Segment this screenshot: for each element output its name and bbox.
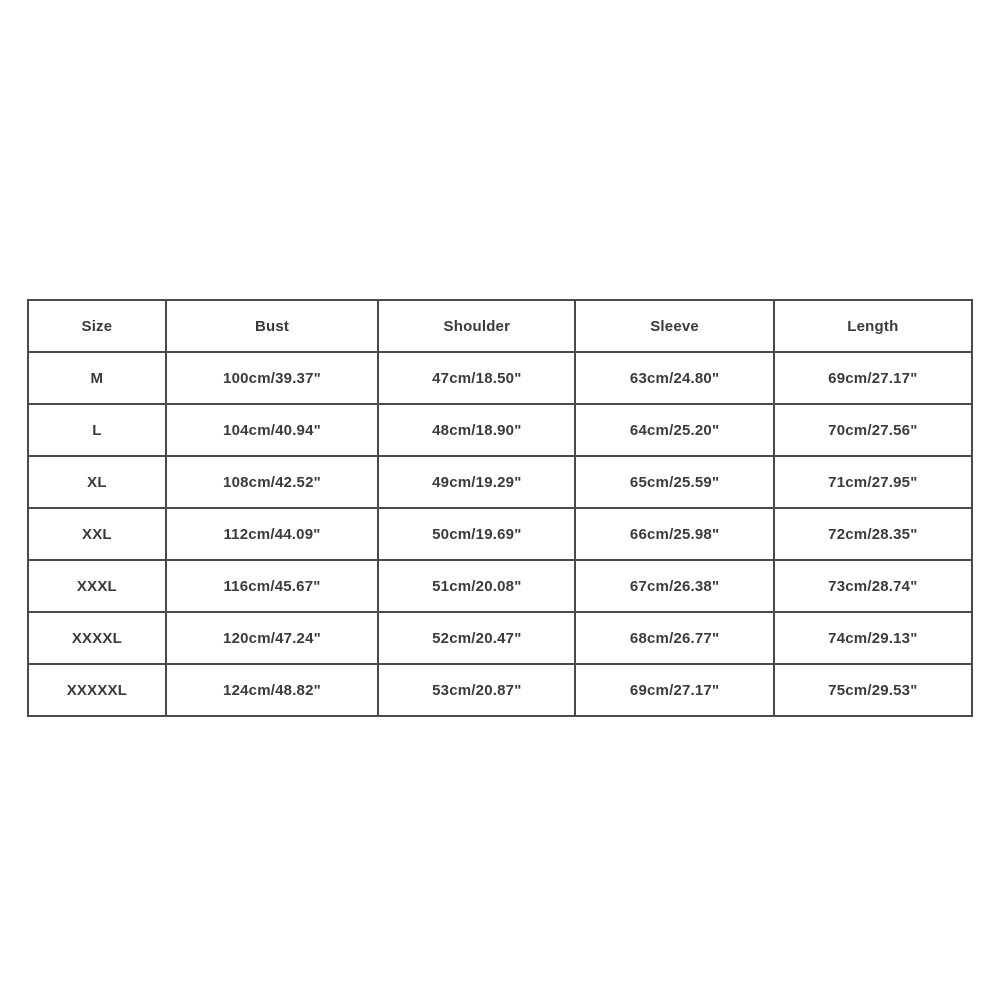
cell-bust: 104cm/40.94": [166, 404, 378, 456]
cell-shoulder: 52cm/20.47": [378, 612, 575, 664]
header-row: [28, 300, 972, 352]
cell-shoulder: 50cm/19.69": [378, 508, 575, 560]
cell-size: XXXXXL: [28, 664, 166, 716]
cell-length: 70cm/27.56": [774, 404, 972, 456]
table-row: [28, 560, 972, 612]
cell-bust: 112cm/44.09": [166, 508, 378, 560]
cell-shoulder: 53cm/20.87": [378, 664, 575, 716]
header-cell-sleeve: Sleeve: [575, 300, 773, 352]
cell-shoulder: 51cm/20.08": [378, 560, 575, 612]
header-cell-length: Length: [774, 300, 972, 352]
header-cell-bust: Bust: [166, 300, 378, 352]
cell-bust: 124cm/48.82": [166, 664, 378, 716]
cell-size: M: [28, 352, 166, 404]
cell-length: 73cm/28.74": [774, 560, 972, 612]
cell-size: XL: [28, 456, 166, 508]
header-cell-size: Size: [28, 300, 166, 352]
table-row: [28, 352, 972, 404]
cell-length: 75cm/29.53": [774, 664, 972, 716]
cell-sleeve: 64cm/25.20": [575, 404, 773, 456]
table-row: [28, 664, 972, 716]
cell-length: 72cm/28.35": [774, 508, 972, 560]
cell-sleeve: 66cm/25.98": [575, 508, 773, 560]
cell-sleeve: 63cm/24.80": [575, 352, 773, 404]
cell-size: XXL: [28, 508, 166, 560]
cell-shoulder: 48cm/18.90": [378, 404, 575, 456]
table-row: [28, 456, 972, 508]
cell-sleeve: 65cm/25.59": [575, 456, 773, 508]
size-chart-table: [27, 299, 973, 717]
cell-length: 69cm/27.17": [774, 352, 972, 404]
table-row: [28, 404, 972, 456]
cell-bust: 100cm/39.37": [166, 352, 378, 404]
table-row: [28, 508, 972, 560]
cell-bust: 108cm/42.52": [166, 456, 378, 508]
cell-length: 74cm/29.13": [774, 612, 972, 664]
cell-sleeve: 67cm/26.38": [575, 560, 773, 612]
cell-size: XXXXL: [28, 612, 166, 664]
cell-sleeve: 68cm/26.77": [575, 612, 773, 664]
cell-sleeve: 69cm/27.17": [575, 664, 773, 716]
cell-bust: 120cm/47.24": [166, 612, 378, 664]
header-cell-shoulder: Shoulder: [378, 300, 575, 352]
table-row: [28, 612, 972, 664]
cell-size: L: [28, 404, 166, 456]
cell-length: 71cm/27.95": [774, 456, 972, 508]
cell-bust: 116cm/45.67": [166, 560, 378, 612]
cell-size: XXXL: [28, 560, 166, 612]
cell-shoulder: 47cm/18.50": [378, 352, 575, 404]
cell-shoulder: 49cm/19.29": [378, 456, 575, 508]
